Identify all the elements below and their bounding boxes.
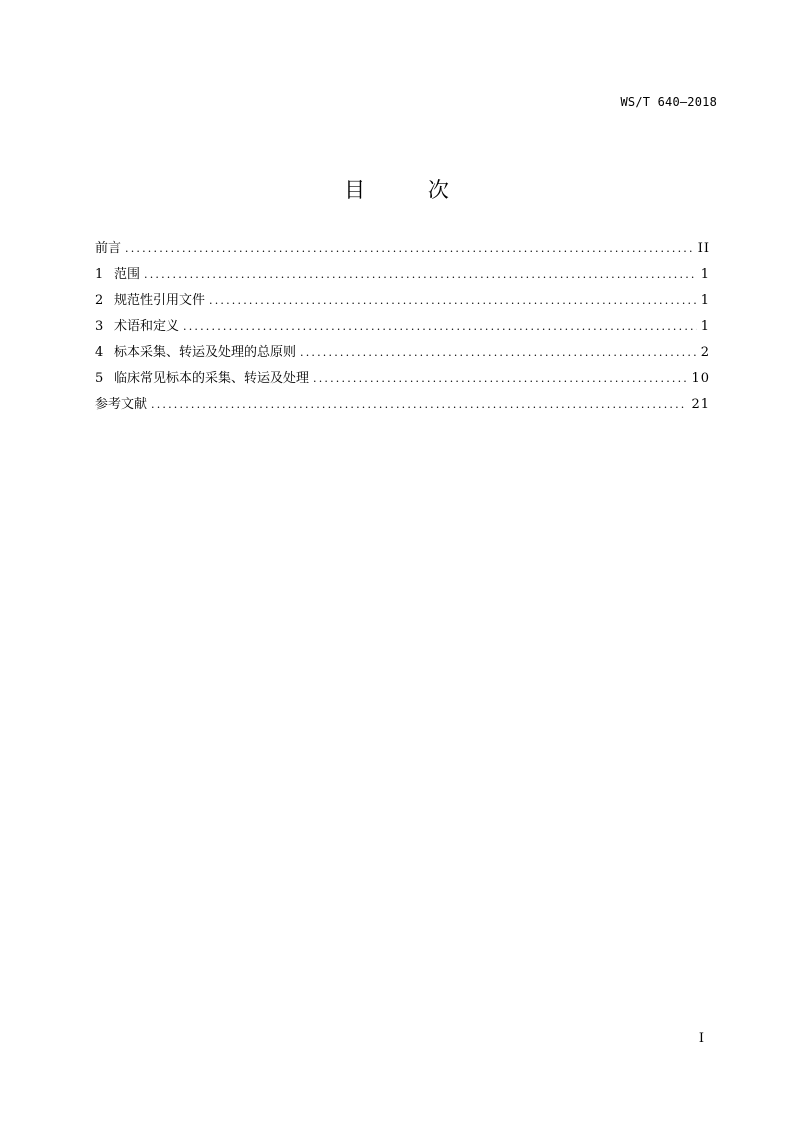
toc-entry-number: 4 [95, 345, 104, 360]
toc-entry-clinical-specimens[interactable] [95, 366, 710, 392]
toc-dot-leader [125, 236, 694, 262]
toc-dot-leader [151, 392, 687, 418]
toc-entry-page: II [697, 241, 710, 256]
toc-entry-bibliography[interactable] [95, 392, 710, 418]
page-number: I [698, 1031, 704, 1046]
document-code: WS/T 640—2018 [620, 95, 717, 109]
toc-entry-page: 1 [700, 267, 710, 282]
toc-entry-page: 2 [700, 345, 710, 360]
toc-dot-leader [144, 262, 697, 288]
toc-entry-scope[interactable] [95, 262, 710, 288]
toc-entry-foreword[interactable] [95, 236, 710, 262]
toc-entry-page: 1 [700, 319, 710, 334]
toc-entry-page: 10 [691, 371, 710, 386]
toc-entry-title: 临床常见标本的采集、转运及处理 [114, 371, 310, 386]
toc-dot-leader [183, 314, 697, 340]
toc-entry-number: 1 [95, 267, 104, 282]
toc-entry-title: 规范性引用文件 [114, 293, 206, 308]
toc-entry-title: 范围 [114, 267, 141, 282]
toc-list [95, 236, 710, 418]
toc-entry-title: 参考文献 [95, 397, 148, 412]
toc-entry-page: 1 [700, 293, 710, 308]
toc-entry-title: 标本采集、转运及处理的总原则 [114, 345, 297, 360]
toc-dot-leader [300, 340, 697, 366]
toc-entry-terms-definitions[interactable] [95, 314, 710, 340]
toc-dot-leader [313, 366, 687, 392]
toc-entry-title: 前言 [95, 241, 122, 256]
toc-entry-number: 3 [95, 319, 104, 334]
toc-entry-normative-references[interactable] [95, 288, 710, 314]
toc-entry-title: 术语和定义 [114, 319, 180, 334]
toc-title: 目 次 [344, 178, 477, 202]
toc-dot-leader [209, 288, 697, 314]
toc-entry-page: 21 [691, 397, 710, 412]
toc-entry-number: 2 [95, 293, 104, 308]
toc-entry-general-principles[interactable] [95, 340, 710, 366]
toc-entry-number: 5 [95, 371, 104, 386]
